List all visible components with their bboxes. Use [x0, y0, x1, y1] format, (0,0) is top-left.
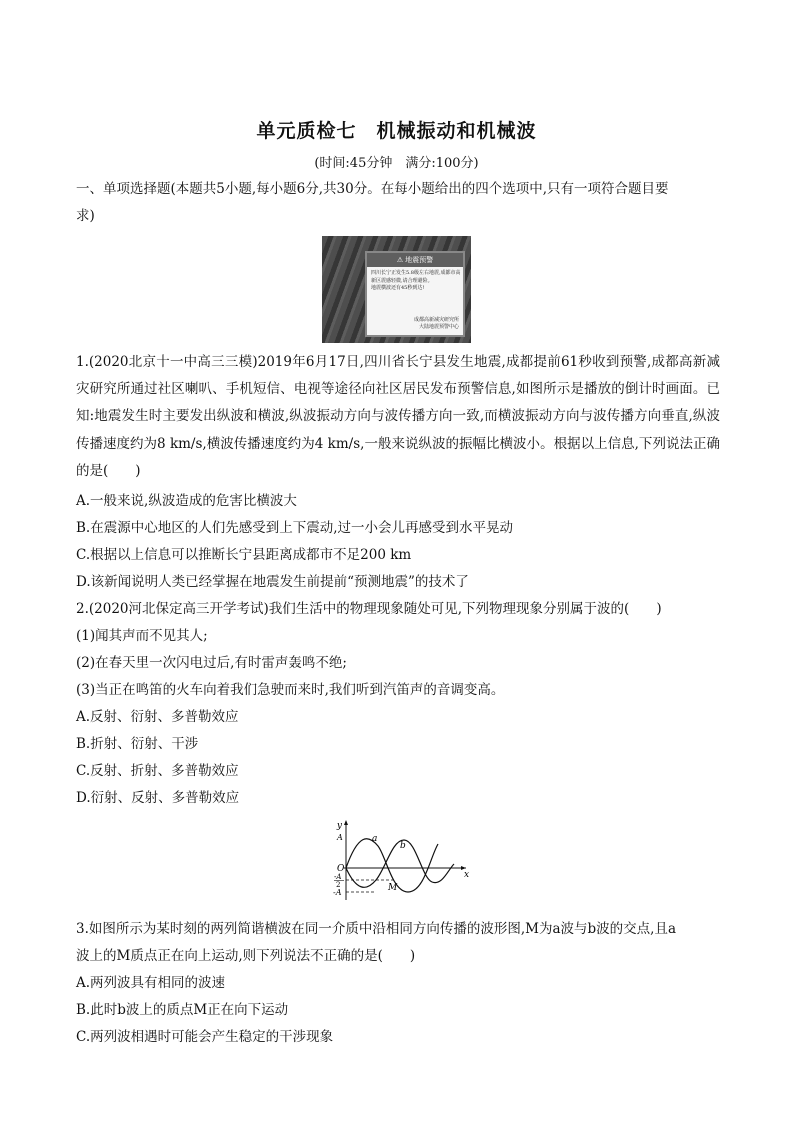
question-3-option-a: A.两列波具有相同的波速	[76, 975, 226, 991]
warning-panel-header	[367, 253, 463, 267]
question-2-item-3: (3)当正在鸣笛的火车向着我们急驶而来时,我们听到汽笛声的音调变高。	[76, 682, 505, 698]
point-m-label: M	[388, 883, 398, 893]
question-1-option-d: D.该新闻说明人类已经掌握在地震发生前提前“预测地震”的技术了	[76, 574, 469, 590]
question-2-option-a: A.反射、衍射、多普勒效应	[76, 709, 239, 725]
y-axis-arrow	[344, 820, 348, 825]
question-1-option-a: A.一般来说,纵波造成的危害比横波大	[76, 493, 297, 509]
question-2-stem: 2.(2020河北保定高三开学考试)我们生活中的物理现象随处可见,下列物理现象分别属于波的( )	[76, 601, 662, 617]
page-title: 单元质检七 机械振动和机械波	[256, 120, 537, 142]
wave-a-label: a	[372, 834, 378, 844]
question-1-option-b: B.在震源中心地区的人们先感受到上下震动,过一小会儿再感受到水平晃动	[76, 520, 514, 536]
warning-triangle-icon: ⚠	[396, 256, 404, 264]
question-3-option-b: B.此时b波上的质点M正在向下运动	[76, 1002, 289, 1018]
section-heading-line1: 一、单项选择题(本题共5小题,每小题6分,共30分。在每小题给出的四个选项中,只有一项符合题目要	[76, 181, 669, 197]
warning-body-text: 四川长宁正发生5.8级左右地震,成都市高新区震感轻微,请合理避险。	[371, 270, 461, 284]
amplitude-label: A	[337, 833, 343, 842]
warning-panel-footer	[414, 317, 459, 331]
origin-label: O	[337, 864, 345, 874]
warning-header-text: 地震预警	[405, 256, 434, 264]
minus-half-amplitude-denominator: 2	[336, 881, 341, 889]
section-heading-line2: 求)	[76, 208, 95, 224]
question-1-stem: 1.(2020北京十一中高三三模)2019年6月17日,四川省长宁县发生地震,成都提前61秒收到预警,成都高新减灾研究所通过社区喇叭、手机短信、电视等途径向社区居民发布预警信息,如图所示是播放的倒计时画面。已知:地震发生时主要发出纵波和横波,纵波振动方向与波传播方向一致,而横波振动方向与波传播方向垂直,纵波传播速度约为8 km/s,横波传播速度约为4 km/s,一般来说纵波的振幅比横波小。根据以上信息,下列说法正确的是( )	[76, 354, 720, 479]
question-2-item-2: (2)在春天里一次闪电过后,有时雷声轰鸣不绝;	[76, 655, 347, 671]
question-3-stem-line1: 3.如图所示为某时刻的两列简谐横波在同一介质中沿相同方向传播的波形图,M为a波与b波的交点,且a	[76, 921, 677, 937]
minus-amplitude-label: -A	[333, 888, 342, 897]
y-axis-label: y	[336, 821, 342, 831]
question-2-option-d: D.衍射、反射、多普勒效应	[76, 790, 240, 806]
warning-panel-body	[371, 270, 461, 293]
question-2-option-b: B.折射、衍射、干涉	[76, 736, 199, 752]
wave-figure	[326, 818, 472, 902]
wave-b-label: b	[400, 841, 406, 851]
minus-half-amplitude-numerator: -A	[334, 873, 342, 881]
question-3-stem-line2: 波上的M质点正在向上运动,则下列说法不正确的是( )	[76, 948, 416, 964]
question-1-option-c: C.根据以上信息可以推断长宁县距离成都市不足200 km	[76, 547, 412, 563]
earthquake-warning-image	[322, 236, 471, 343]
question-2-option-c: C.反射、折射、多普勒效应	[76, 763, 239, 779]
exam-time-score: (时间:45分钟 满分:100分)	[314, 156, 479, 171]
x-axis-label: x	[464, 870, 470, 880]
warning-panel	[365, 251, 465, 337]
question-3-option-c: C.两列波相遇时可能会产生稳定的干涉现象	[76, 1029, 334, 1045]
question-2-item-1: (1)闻其声而不见其人;	[76, 628, 208, 644]
warning-footer-line1: 成都高新减灾研究所	[413, 317, 459, 323]
warning-footer-line2: 大陆地震预警中心	[418, 324, 459, 330]
warning-countdown-text: 地震横波还有45秒到达!	[371, 285, 425, 291]
